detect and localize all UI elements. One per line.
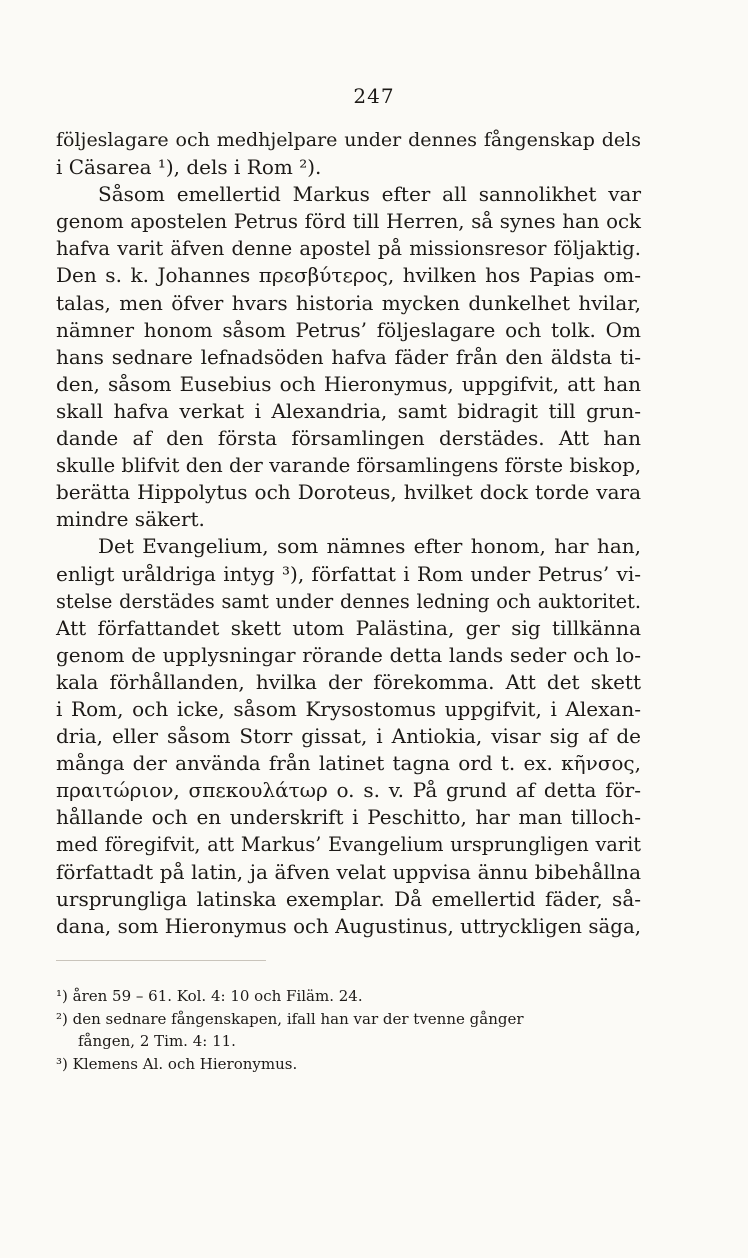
text-line: dana, som Hieronymus och Augustinus, uttryckligen säga,: [56, 914, 641, 938]
text-line: Det Evangelium, som nämnes efter honom, har han,: [98, 534, 641, 559]
page-number: 247: [353, 84, 395, 108]
text-line: i Rom, och icke, såsom Krysostomus uppgifvit, i Alexan-: [56, 696, 641, 721]
footnotes: [56, 985, 656, 1075]
text-line: dande af den första församlingen derstädes. Att han: [56, 426, 641, 451]
text-line: genom de upplysningar rörande detta lands seder och lo-: [56, 642, 641, 667]
text-line: många der använda från latinet tagna ord t. ex. κῆνσος,: [56, 751, 641, 776]
text-line: enligt uråldriga intyg ³), författat i Rom under Petrus’ vi-: [56, 561, 641, 586]
text-line: genom apostelen Petrus förd till Herren, så synes han ock: [56, 210, 641, 234]
text-line: talas, men öfver hvars historia mycken dunkelhet hvilar,: [56, 290, 641, 315]
body-text: [56, 127, 641, 940]
footnote-line: ³) Klemens Al. och Hieronymus.: [56, 1054, 298, 1073]
text-line: Såsom emellertid Markus efter all sannolikhet var: [98, 182, 641, 207]
text-line: Att författandet skett utom Palästina, ger sig tillkänna: [56, 615, 641, 640]
text-line: mindre säkert.: [56, 507, 205, 532]
text-line: den, såsom Eusebius och Hieronymus, uppgifvit, att han: [56, 371, 641, 396]
text-line: med föregifvit, att Markus’ Evangelium ursprungligen varit: [56, 833, 641, 857]
footnote-line: fången, 2 Tim. 4: 11.: [78, 1032, 236, 1050]
text-line: hafva varit äfven denne apostel på missionsresor följaktig.: [56, 237, 641, 261]
text-line: ursprungliga latinska exemplar. Då emellertid fäder, så-: [56, 886, 641, 911]
text-line: hållande och en underskrift i Peschitto, har man tilloch-: [56, 805, 641, 830]
text-line: πραιτώριον, σπεκουλάτωρ o. s. v. På grund af detta för-: [56, 778, 641, 803]
text-line: Den s. k. Johannes πρεσβύτερος, hvilken hos Papias om-: [56, 263, 641, 288]
text-line: dria, eller såsom Storr gissat, i Antiokia, visar sig af de: [56, 724, 641, 749]
text-line: skall hafva verkat i Alexandria, samt bidragit till grun-: [56, 398, 641, 423]
text-line: författadt på latin, ja äfven velat uppvisa ännu bibehållna: [56, 859, 641, 884]
text-line: berätta Hippolytus och Doroteus, hvilket dock torde vara: [56, 480, 641, 505]
text-line: stelse derstädes samt under dennes ledning och auktoritet.: [56, 589, 641, 613]
footnote-line: ¹) åren 59 – 61. Kol. 4: 10 och Filäm. 24.: [56, 987, 363, 1005]
text-line: kala förhållanden, hvilka der förekomma. Att det skett: [56, 669, 641, 694]
footnote-divider: [56, 960, 266, 961]
text-line: skulle blifvit den der varande församlingens förste biskop,: [56, 454, 642, 478]
text-line: nämner honom såsom Petrus’ följeslagare och tolk. Om: [56, 317, 641, 342]
text-line: följeslagare och medhjelpare under dennes fångenskap dels: [56, 129, 641, 151]
text-line: hans sednare lefnadsöden hafva fäder från den äldsta ti-: [56, 344, 641, 369]
text-line: i Cäsarea ¹), dels i Rom ²).: [56, 155, 322, 180]
footnote-line: ²) den sednare fångenskapen, ifall han var der tvenne gånger: [56, 1009, 524, 1028]
